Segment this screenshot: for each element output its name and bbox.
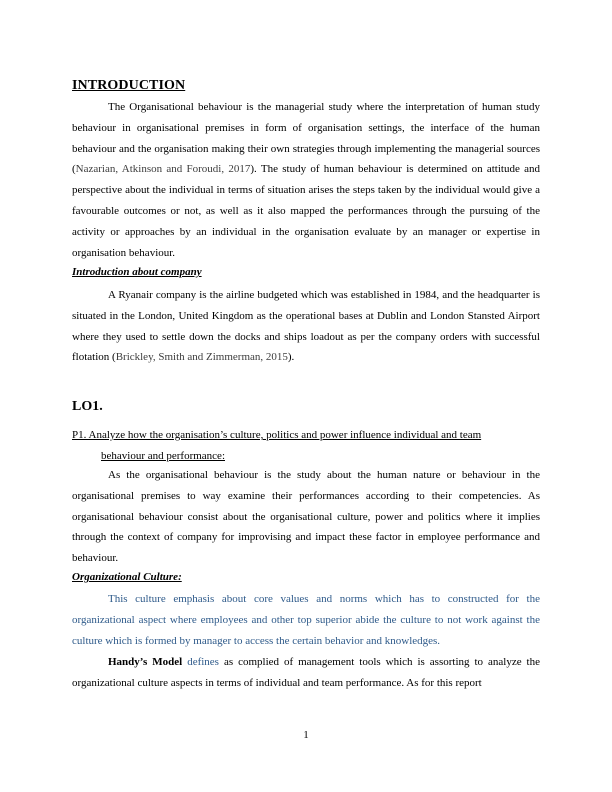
company-citation: Brickley, Smith and Zimmerman, 2015 — [115, 351, 288, 364]
intro-citation: Nazarian, Atkinson and Foroudi, 2017 — [75, 163, 251, 176]
company-subheading: Introduction about company — [72, 266, 202, 278]
handy-defines-word: defines — [187, 656, 219, 668]
intro-text-start: The Organisational behaviour is the managerial study where the interpretation of human study behaviour in organisational premises in form of organisation settings, the interface of the human behaviour and the organisation making their own strategies through implementing the managerial sources ( — [72, 101, 540, 176]
p1-line-1: P1. Analyze how the organisation’s culture, politics and power influence individual and team — [72, 429, 482, 441]
culture-subheading: Organizational Culture: — [72, 571, 182, 583]
ob-text: As the organisational behaviour is the study about the human nature or behaviour in the organisational premises to way examine their performances according to their competencies. As organisational behaviour consist about the organisational culture, power and politics where it implies through the context of company for improvising and impact these factor in employee performance and behaviour. — [72, 469, 540, 565]
culture-paragraph — [72, 589, 540, 651]
lo1-heading: LO1. — [72, 399, 103, 414]
introduction-paragraph — [72, 97, 540, 263]
handy-model-term: Handy’s Model — [108, 656, 183, 668]
intro-text-end: ). The study of human behaviour is determined on attitude and perspective about the individual in terms of situation arises the steps taken by the individual would give a favourable outcomes or not, as well as it also mapped the performances through the pursuing of the activity or approaches by an individual in the organisation evaluate by an manager or expertise in organisation behaviour. — [72, 163, 540, 259]
p1-line-2: behaviour and performance: — [101, 449, 225, 462]
introduction-heading: INTRODUCTION — [72, 78, 186, 93]
company-text-start: A Ryanair company is the airline budgeted which was established in 1984, and the headquarter is situated in the London, United Kingdom as the operational bases at Dublin and London Stansted Airport where they used to settle down the docks and ships loadout as per the company orders with successful flotation ( — [72, 289, 540, 364]
company-paragraph — [72, 285, 540, 368]
p1-task-heading — [72, 425, 540, 467]
culture-text: This culture emphasis about core values and norms which has to constructed for the organizational aspect where employees and other top superior abide the culture to not work against the culture which is formed by manager to access the certain behavior and knowledges. — [72, 593, 540, 647]
handy-text: as complied of management tools which is assorting to analyze the organizational culture aspects in terms of individual and team performance. As for this report — [72, 656, 540, 689]
page-number: 1 — [303, 729, 309, 741]
ob-paragraph — [72, 465, 540, 569]
handy-paragraph — [72, 652, 540, 694]
company-text-end: ). — [287, 351, 295, 364]
